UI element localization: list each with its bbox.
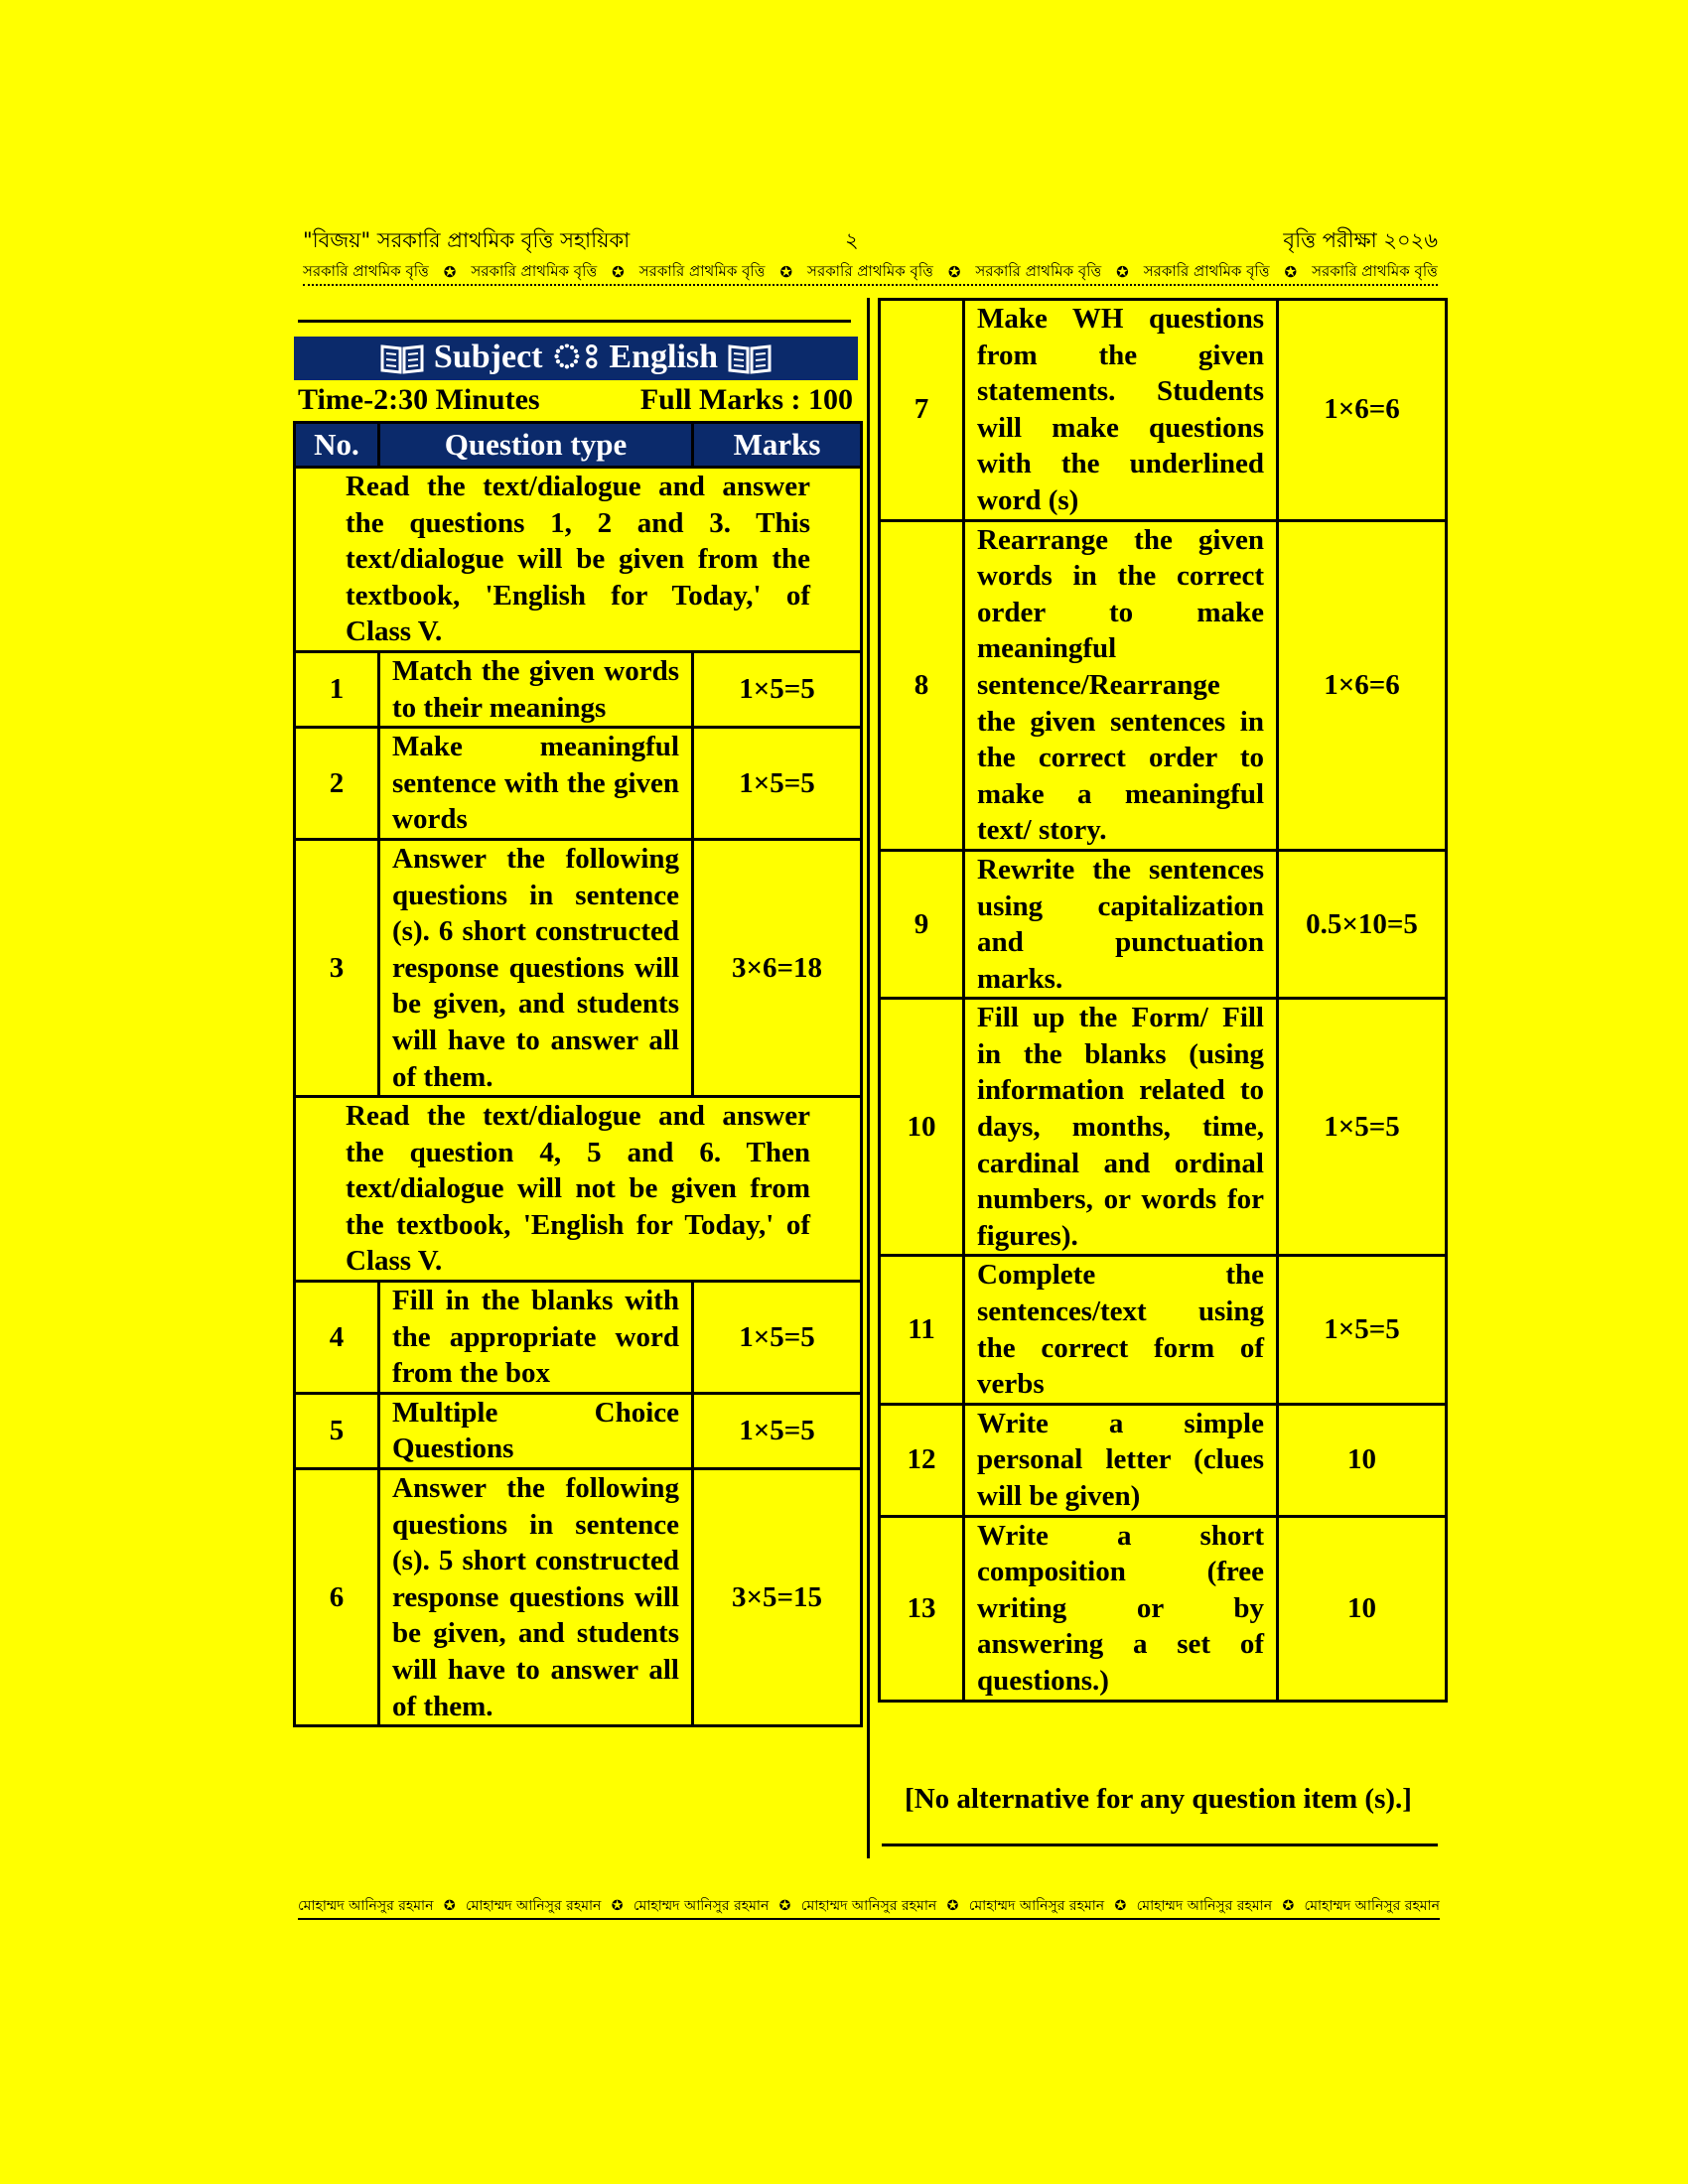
header-no: No. — [295, 423, 379, 468]
instruction-text: Read the text/dialogue and answer the question 4, 5 and 6. Then text/dialogue will not be given from the textbook, 'English for Today,' of Class V. — [295, 1097, 862, 1282]
table-header-row — [295, 423, 862, 468]
right-bottom-rule — [882, 1843, 1438, 1846]
star-separator-icon: ✪ — [779, 263, 793, 281]
question-marks: 3×6=18 — [693, 839, 862, 1096]
question-number: 9 — [880, 850, 964, 998]
strip-text: সরকারি প্রাথমিক বৃত্তি — [1312, 261, 1438, 280]
question-row — [295, 839, 862, 1096]
strip-text: সরকারি প্রাথমিক বৃত্তি — [975, 261, 1102, 280]
question-type: Rearrange the given words in the correct order to make meaningful sentence/Rearrange the given sentences in the correct order to make a meaningful text/ story. — [964, 520, 1278, 850]
star-separator-icon: ✪ — [946, 1898, 959, 1914]
strip-text: সরকারি প্রাথমিক বৃত্তি — [638, 261, 766, 280]
instruction-row — [295, 468, 862, 652]
question-type: Multiple Choice Questions — [379, 1393, 693, 1468]
question-number: 2 — [295, 728, 379, 840]
question-table-right — [878, 298, 1448, 1703]
star-separator-icon: ✪ — [778, 1898, 791, 1914]
question-row — [880, 850, 1447, 998]
question-row — [295, 1469, 862, 1726]
question-number: 13 — [880, 1516, 964, 1701]
question-marks: 1×5=5 — [693, 728, 862, 840]
open-book-icon — [380, 342, 424, 374]
question-type: Answer the following questions in sentence (s). 6 short constructed response questions will be given, and students will have to answer all of them. — [379, 839, 693, 1096]
strip-text: সরকারি প্রাথমিক বৃত্তি — [303, 261, 429, 280]
question-table-left — [293, 421, 863, 1727]
strip-text: মোহাম্মদ আনিসুর রহমান — [1136, 1898, 1273, 1914]
subject-title: Subject ঃ English — [433, 338, 719, 375]
star-separator-icon: ✪ — [1116, 263, 1129, 281]
question-row — [880, 520, 1447, 850]
open-book-icon — [728, 342, 772, 374]
question-type: Complete the sentences/text using the correct form of verbs — [964, 1256, 1278, 1404]
question-row — [295, 728, 862, 840]
full-marks: Full Marks : 100 — [639, 383, 853, 416]
question-marks: 1×5=5 — [1278, 1256, 1447, 1404]
page-header — [303, 224, 1438, 258]
question-number: 4 — [295, 1282, 379, 1394]
question-marks: 1×6=6 — [1278, 520, 1447, 850]
star-separator-icon: ✪ — [1284, 263, 1298, 281]
question-type: Write a short composition (free writing or by answering a set of questions.) — [964, 1516, 1278, 1701]
question-marks: 3×5=15 — [693, 1469, 862, 1726]
exam-meta — [298, 381, 859, 421]
no-alternative-note: [No alternative for any question item (s).] — [905, 1783, 1412, 1815]
strip-text: মোহাম্মদ আনিসুর রহমান — [800, 1898, 937, 1914]
question-type: Answer the following questions in sentence (s). 5 short constructed response questions will be given, and students will have to answer all of them. — [379, 1469, 693, 1726]
footer-decorative-strip — [298, 1894, 1440, 1920]
question-row — [880, 300, 1447, 521]
page-number: ২ — [845, 228, 859, 252]
question-row — [295, 1393, 862, 1468]
left-top-rule — [298, 320, 851, 323]
instruction-row — [295, 1097, 862, 1282]
star-separator-icon: ✪ — [1114, 1898, 1127, 1914]
question-type: Match the given words to their meanings — [379, 651, 693, 727]
instruction-text: Read the text/dialogue and answer the questions 1, 2 and 3. This text/dialogue will be given from the textbook, 'English for Today,' of Class V. — [295, 468, 862, 652]
strip-text: সরকারি প্রাথমিক বৃত্তি — [1143, 261, 1270, 280]
question-marks: 10 — [1278, 1404, 1447, 1516]
question-row — [295, 651, 862, 727]
time-allowed: Time-2:30 Minutes — [298, 383, 540, 416]
question-row — [880, 1404, 1447, 1516]
star-separator-icon: ✪ — [1282, 1898, 1295, 1914]
strip-text: মোহাম্মদ আনিসুর রহমান — [968, 1898, 1105, 1914]
star-separator-icon: ✪ — [947, 263, 961, 281]
question-type: Rewrite the sentences using capitalization and punctuation marks. — [964, 850, 1278, 998]
strip-text: সরকারি প্রাথমিক বৃত্তি — [471, 261, 598, 280]
strip-text: সরকারি প্রাথমিক বৃত্তি — [807, 261, 933, 280]
question-type: Fill in the blanks with the appropriate word from the box — [379, 1282, 693, 1394]
question-row — [880, 1516, 1447, 1701]
question-number: 10 — [880, 999, 964, 1256]
question-number: 12 — [880, 1404, 964, 1516]
star-separator-icon: ✪ — [612, 263, 625, 281]
question-type: Make WH questions from the given statements. Students will make questions with the underlined word (s) — [964, 300, 1278, 521]
strip-text: মোহাম্মদ আনিসুর রহমান — [633, 1898, 770, 1914]
strip-text: মোহাম্মদ আনিসুর রহমান — [465, 1898, 602, 1914]
book-title: "বিজয়" সরকারি প্রাথমিক বৃত্তি সহায়িকা — [303, 228, 631, 252]
strip-text: মোহাম্মদ আনিসুর রহমান — [298, 1898, 434, 1914]
question-number: 7 — [880, 300, 964, 521]
star-separator-icon: ✪ — [443, 1898, 456, 1914]
question-marks: 10 — [1278, 1516, 1447, 1701]
question-marks: 1×5=5 — [693, 1393, 862, 1468]
question-row — [880, 1256, 1447, 1404]
question-number: 1 — [295, 651, 379, 727]
question-number: 6 — [295, 1469, 379, 1726]
question-type: Write a simple personal letter (clues will be given) — [964, 1404, 1278, 1516]
header-decorative-strip — [303, 260, 1438, 286]
question-number: 8 — [880, 520, 964, 850]
question-marks: 1×5=5 — [1278, 999, 1447, 1256]
header-question-type: Question type — [379, 423, 693, 468]
star-separator-icon: ✪ — [611, 1898, 624, 1914]
question-marks: 1×5=5 — [693, 1282, 862, 1394]
question-number: 5 — [295, 1393, 379, 1468]
question-marks: 1×6=6 — [1278, 300, 1447, 521]
question-number: 3 — [295, 839, 379, 1096]
question-marks: 0.5×10=5 — [1278, 850, 1447, 998]
question-number: 11 — [880, 1256, 964, 1404]
question-marks: 1×5=5 — [693, 651, 862, 727]
question-row — [295, 1282, 862, 1394]
question-row — [880, 999, 1447, 1256]
exam-title: বৃত্তি পরীক্ষা ২০২৬ — [1283, 228, 1438, 252]
star-separator-icon: ✪ — [443, 263, 457, 281]
column-divider — [867, 298, 870, 1858]
subject-banner — [294, 337, 858, 380]
strip-text: মোহাম্মদ আনিসুর রহমান — [1304, 1898, 1440, 1914]
question-type: Fill up the Form/ Fill in the blanks (using information related to days, months, time, cardinal and ordinal numbers, or words for figures). — [964, 999, 1278, 1256]
header-marks: Marks — [693, 423, 862, 468]
question-type: Make meaningful sentence with the given words — [379, 728, 693, 840]
